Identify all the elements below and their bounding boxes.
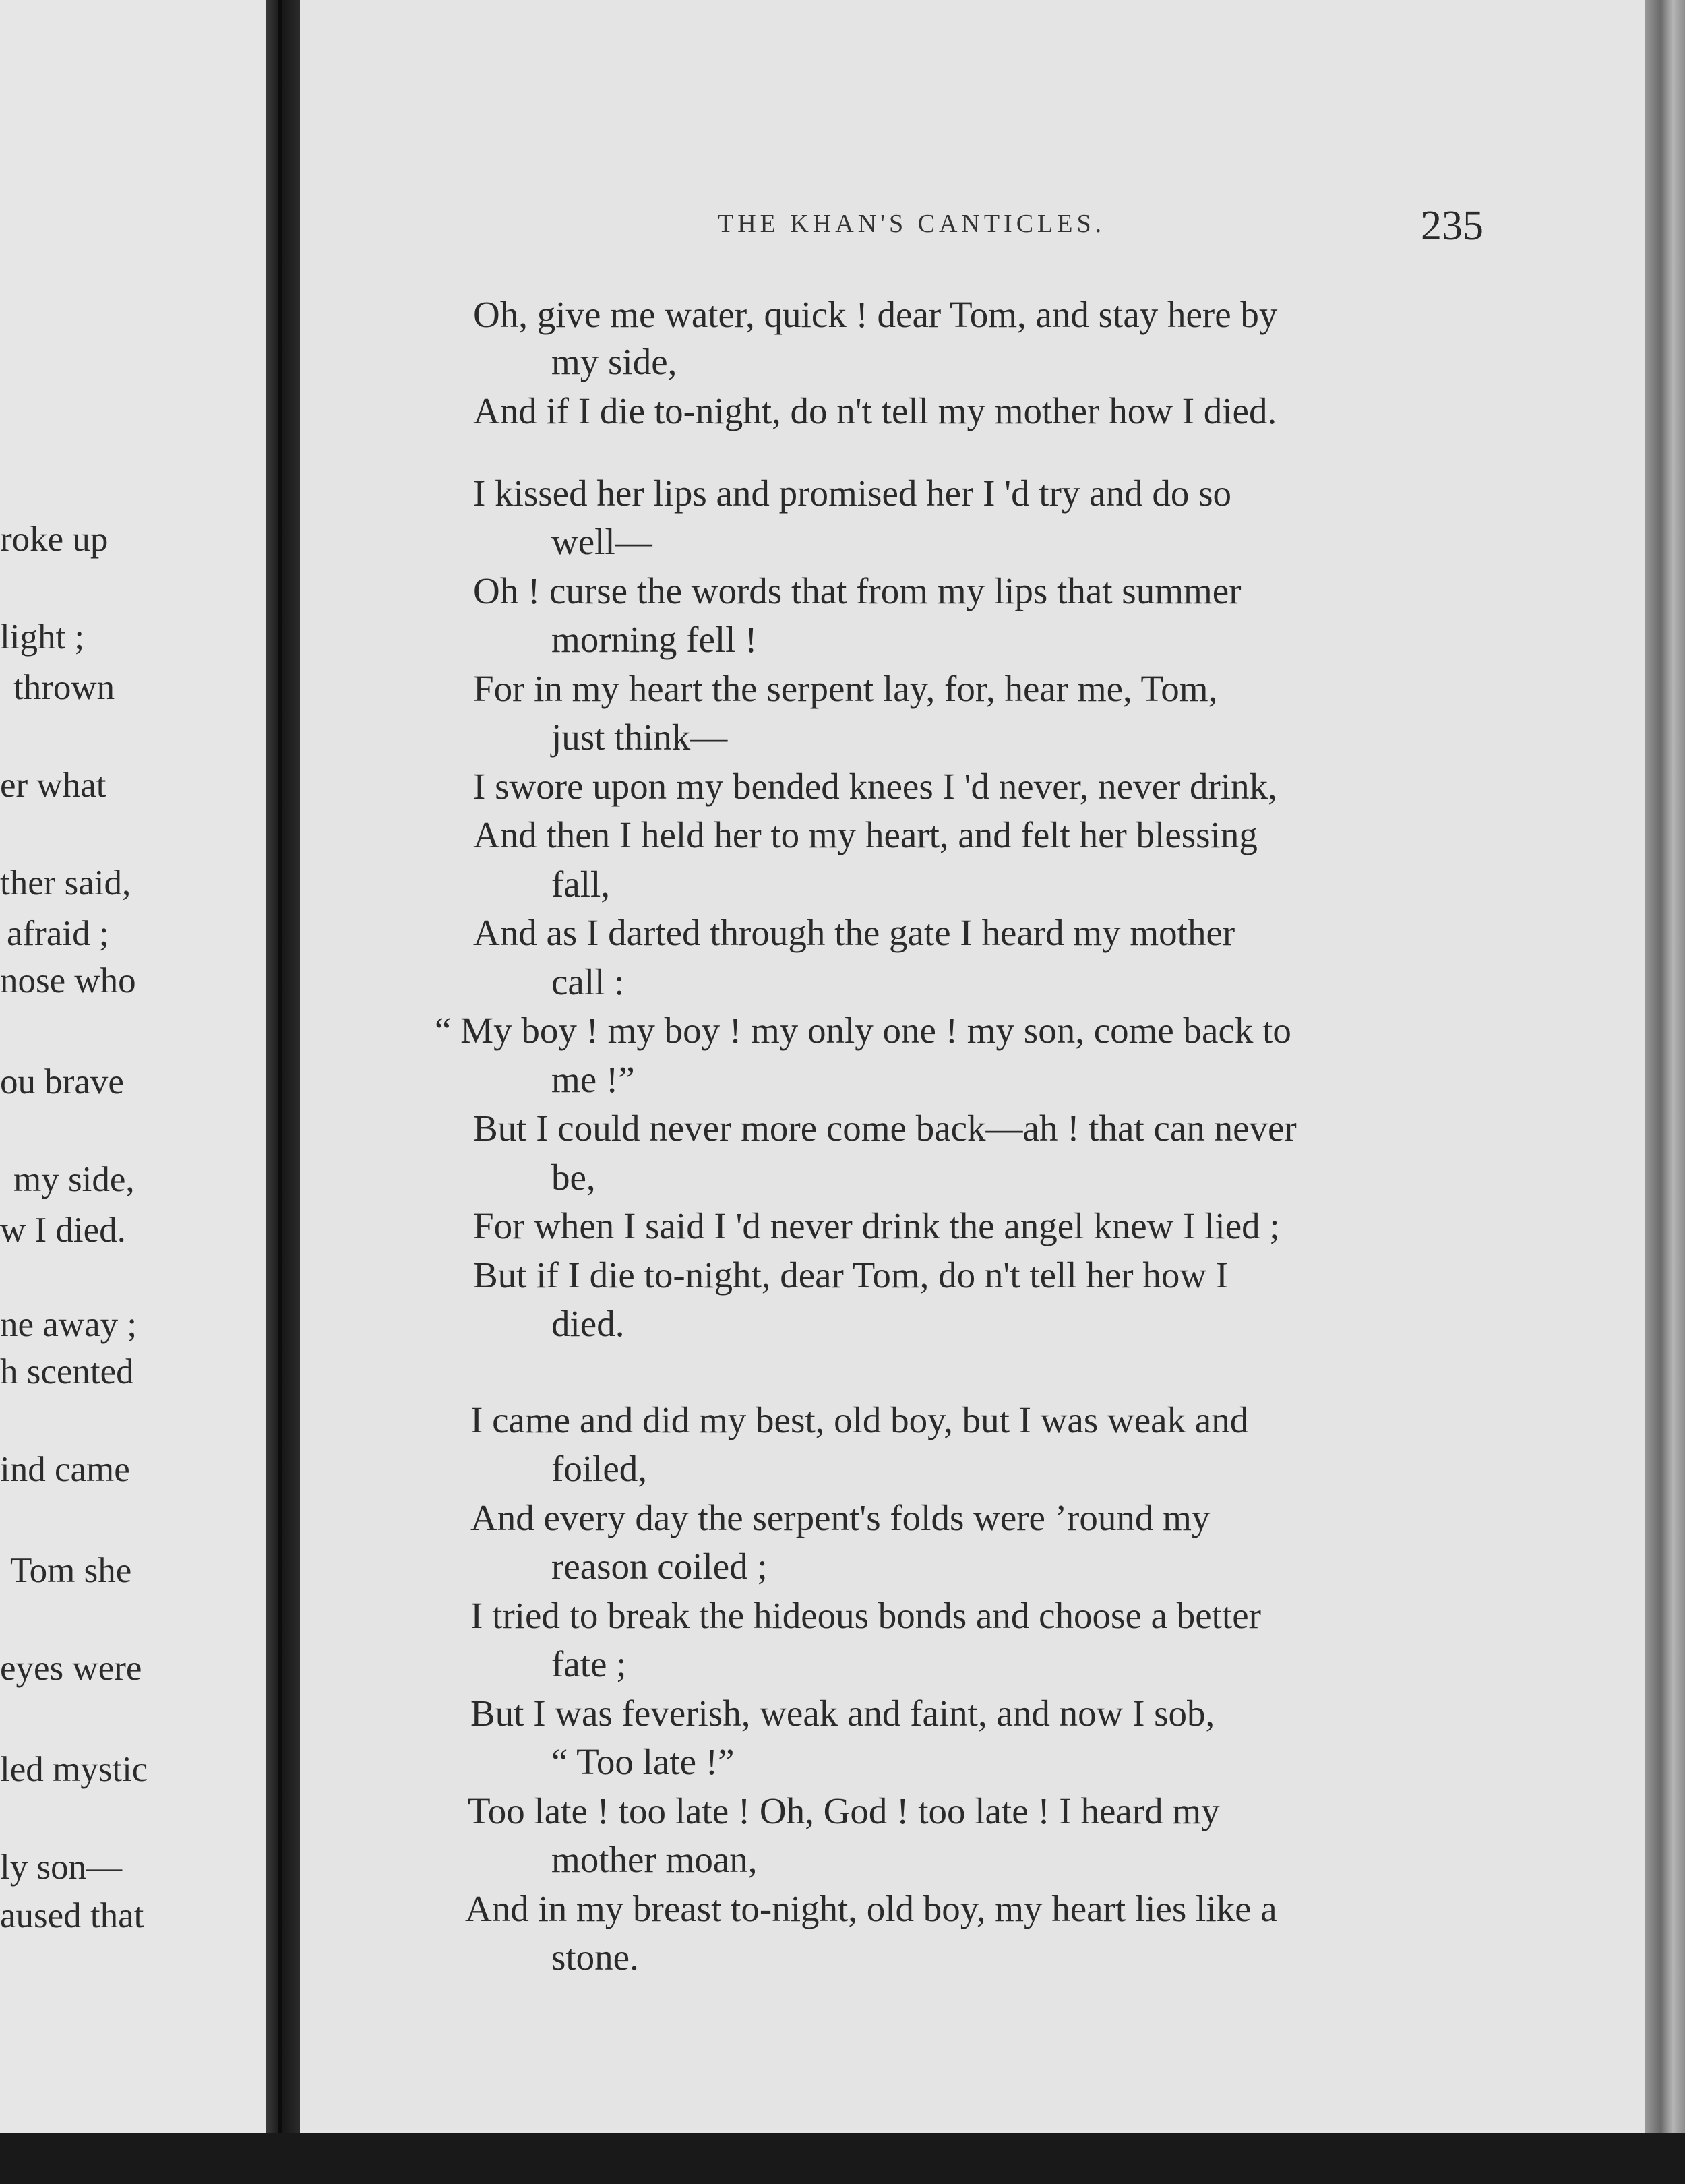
poem-line: And every day the serpent's folds were ’round my (470, 1497, 1211, 1538)
poem-line: fall, (551, 863, 611, 905)
poem-line: Too late ! too late ! Oh, God ! too late ! I heard my (468, 1790, 1220, 1831)
left-fragment: aused that (0, 1896, 144, 1935)
left-fragment: ind came (0, 1450, 130, 1489)
previous-page (0, 0, 266, 2137)
poem-line: But I was feverish, weak and faint, and now I sob, (470, 1693, 1215, 1734)
poem-line: And then I held her to my heart, and felt her blessing (473, 814, 1258, 855)
poem-line: I tried to break the hideous bonds and choose a better (470, 1595, 1261, 1636)
left-fragment: Tom she (10, 1551, 132, 1590)
poem-line: I swore upon my bended knees I 'd never, never drink, (473, 766, 1277, 807)
left-fragment: ly son— (0, 1848, 123, 1887)
poem-line: foiled, (551, 1448, 648, 1489)
left-fragment: h scented (0, 1352, 134, 1391)
poem-line: But if I die to-night, dear Tom, do n't tell her how I (473, 1254, 1229, 1296)
left-fragment: roke up (0, 520, 109, 559)
poem-line: I kissed her lips and promised her I 'd try and do so (473, 473, 1231, 514)
left-fragment: eyes were (0, 1649, 142, 1688)
left-fragment: ther said, (0, 863, 131, 903)
poem-line: my side, (551, 341, 677, 382)
poem-line: reason coiled ; (551, 1546, 768, 1587)
poem-line: But I could never more come back—ah ! that can never (473, 1108, 1297, 1149)
poem-line: morning fell ! (551, 619, 758, 660)
left-fragment: light ; (0, 617, 85, 657)
poem-line: And if I die to-night, do n't tell my mother how I died. (473, 390, 1277, 431)
poem-line: call : (551, 961, 625, 1002)
left-fragment: thrown (13, 668, 115, 707)
left-fragment: my side, (13, 1160, 135, 1199)
poem-line: I came and did my best, old boy, but I was weak and (470, 1399, 1249, 1440)
poem-line: For in my heart the serpent lay, for, hear me, Tom, (473, 668, 1218, 709)
bottom-shadow (0, 2133, 1685, 2184)
running-head: THE KHAN'S CANTICLES. (718, 210, 1106, 238)
left-fragment: w I died. (0, 1211, 126, 1250)
gutter-shadow (278, 0, 282, 2137)
left-fragment: ou brave (0, 1062, 124, 1101)
poem-line: And as I darted through the gate I heard my mother (473, 912, 1235, 953)
poem-line: mother moan, (551, 1839, 758, 1880)
poem-line: fate ; (551, 1643, 627, 1685)
page-edge (1645, 0, 1685, 2140)
left-fragment: nose who (0, 961, 136, 1000)
left-fragment: led mystic (0, 1750, 148, 1789)
poem-line: “ My boy ! my boy ! my only one ! my son, come back to (435, 1010, 1291, 1051)
page-number: 235 (1421, 203, 1483, 249)
poem-line: well— (551, 521, 652, 562)
poem-line: be, (551, 1157, 596, 1198)
book-gutter (266, 0, 300, 2137)
left-fragment: afraid ; (7, 914, 109, 953)
poem-line: “ Too late !” (551, 1741, 735, 1782)
poem-line: And in my breast to-night, old boy, my heart lies like a (465, 1888, 1277, 1929)
poem-line: For when I said I 'd never drink the angel knew I lied ; (473, 1205, 1280, 1246)
poem-line: Oh, give me water, quick ! dear Tom, and stay here by (473, 294, 1278, 335)
left-fragment: er what (0, 766, 106, 805)
poem-line: stone. (551, 1937, 639, 1978)
poem-line: just think— (551, 717, 728, 758)
poem-line: me !” (551, 1059, 635, 1100)
poem-line: died. (551, 1303, 625, 1344)
left-fragment: ne away ; (0, 1305, 137, 1344)
poem-line: Oh ! curse the words that from my lips that summer (473, 570, 1242, 611)
